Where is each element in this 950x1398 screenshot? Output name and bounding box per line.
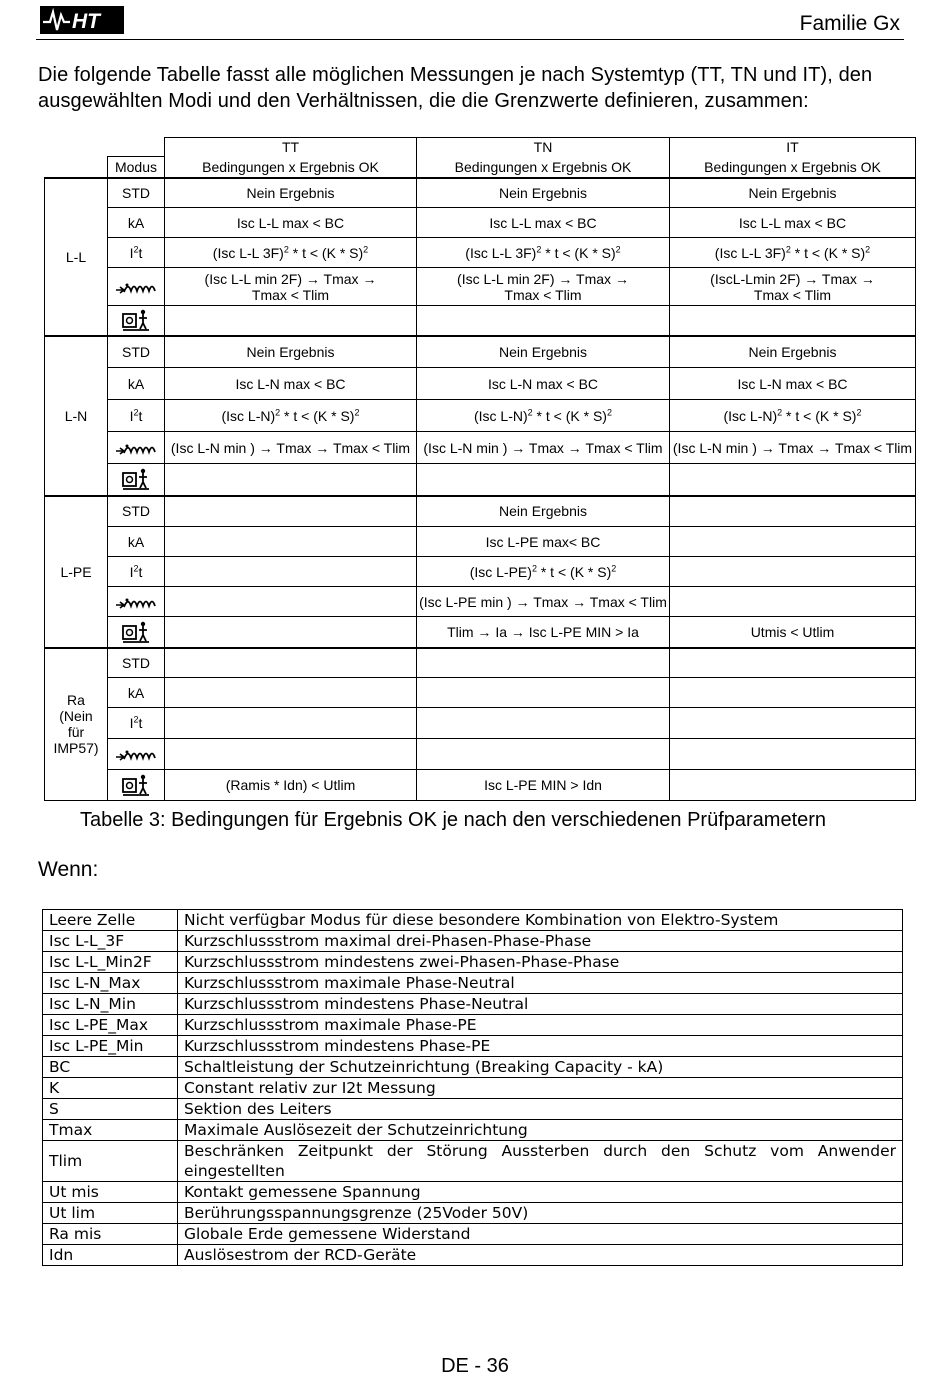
legend-term: Ut lim [43, 1203, 178, 1224]
trip-curve-icon [110, 745, 162, 763]
condition-cell: (Isc L-N)$^2$ * t < (K * S)$^2$ [670, 400, 916, 432]
condition-cell: (Isc L-N min ) → Tmax → Tmax < Tlim [417, 432, 670, 464]
legend-definition: Maximale Auslösezeit der Schutzeinrichtung [178, 1120, 903, 1141]
condition-cell: Isc L-L max < BC [417, 208, 670, 238]
legend-row [43, 1078, 903, 1099]
mode-cell [108, 739, 165, 770]
mode-cell: $I^2t$ [108, 238, 165, 268]
legend-row [43, 1099, 903, 1120]
condition-cell [417, 648, 670, 678]
legend-definition: Sektion des Leiters [178, 1099, 903, 1120]
legend-definition: Kurzschlussstrom maximale Phase-Neutral [178, 973, 903, 994]
condition-cell [417, 678, 670, 708]
condition-cell: (IscL-Lmin 2F) → Tmax → Tmax < Tlim [670, 268, 916, 306]
legend-term: Ut mis [43, 1182, 178, 1203]
condition-cell [670, 557, 916, 587]
condition-cell [670, 708, 916, 739]
legend-term: Ra mis [43, 1224, 178, 1245]
mode-cell: STD [108, 336, 165, 368]
touch-voltage-icon [110, 308, 162, 332]
table-row [45, 464, 916, 496]
condition-cell: Nein Ergebnis [417, 336, 670, 368]
condition-cell: (Isc L-N)$^2$ * t < (K * S)$^2$ [417, 400, 670, 432]
condition-cell [670, 464, 916, 496]
condition-cell: Isc L-N max < BC [670, 368, 916, 400]
mode-cell: kA [108, 527, 165, 557]
system-header-it: IT [670, 138, 916, 157]
condition-cell: (Isc L-L 3F)$^2$ * t < (K * S)$^2$ [670, 238, 916, 268]
conditions-table [44, 137, 916, 801]
mode-cell: $I^2t$ [108, 400, 165, 432]
mode-cell: STD [108, 648, 165, 678]
legend-definition: Auslösestrom der RCD-Geräte [178, 1245, 903, 1266]
legend-row [43, 931, 903, 952]
legend-definition: Kurzschlussstrom maximal drei-Phasen-Phase-Phase [178, 931, 903, 952]
touch-voltage-icon [110, 773, 162, 797]
table-row [45, 617, 916, 648]
legend-row [43, 1182, 903, 1203]
legend-definition: Kurzschlussstrom maximale Phase-PE [178, 1015, 903, 1036]
condition-cell: Isc L-L max < BC [670, 208, 916, 238]
condition-cell: Isc L-L max < BC [165, 208, 417, 238]
legend-term: Tlim [43, 1141, 178, 1182]
touch-voltage-icon [110, 620, 162, 644]
mode-cell: kA [108, 368, 165, 400]
condition-cell: (Isc L-L 3F)$^2$ * t < (K * S)$^2$ [417, 238, 670, 268]
legend-term: S [43, 1099, 178, 1120]
legend-row [43, 994, 903, 1015]
mode-cell: kA [108, 208, 165, 238]
group-label: L-N [45, 336, 108, 496]
wenn-label: Wenn: [38, 858, 99, 881]
empty-corner [45, 138, 165, 157]
ht-logo [40, 6, 124, 34]
system-header-tn: TN [417, 138, 670, 157]
mode-header: Modus [108, 157, 165, 178]
table-row [45, 368, 916, 400]
condition-cell: (Isc L-L 3F)$^2$ * t < (K * S)$^2$ [165, 238, 417, 268]
condition-header: Bedingungen x Ergebnis OK [670, 157, 916, 178]
condition-cell: Nein Ergebnis [417, 178, 670, 208]
mode-cell: STD [108, 178, 165, 208]
condition-cell: (Isc L-N min ) → Tmax → Tmax < Tlim [670, 432, 916, 464]
condition-cell [670, 739, 916, 770]
table-row [45, 268, 916, 306]
legend-term: Isc L-L_3F [43, 931, 178, 952]
legend-row [43, 1057, 903, 1078]
condition-cell [417, 739, 670, 770]
mode-cell [108, 587, 165, 617]
condition-header: Bedingungen x Ergebnis OK [417, 157, 670, 178]
table-row [45, 178, 916, 208]
table-row [45, 587, 916, 617]
condition-cell [670, 770, 916, 801]
trip-curve-icon [110, 439, 162, 457]
condition-header: Bedingungen x Ergebnis OK [165, 157, 417, 178]
trip-curve-icon [110, 278, 162, 296]
condition-cell: Isc L-PE MIN > Idn [417, 770, 670, 801]
table-row [45, 648, 916, 678]
legend-row [43, 1036, 903, 1057]
mode-cell [108, 617, 165, 648]
condition-cell: Nein Ergebnis [165, 178, 417, 208]
condition-cell [670, 496, 916, 527]
trip-curve-icon [110, 593, 162, 611]
table-row [45, 336, 916, 368]
legend-row [43, 973, 903, 994]
legend-term: K [43, 1078, 178, 1099]
table-row [45, 496, 916, 527]
condition-cell [165, 648, 417, 678]
mode-cell: $I^2t$ [108, 557, 165, 587]
table-row [45, 770, 916, 801]
mode-cell: kA [108, 678, 165, 708]
legend-definition: Nicht verfügbar Modus für diese besondere Kombination von Elektro-System [178, 910, 903, 931]
condition-cell [670, 527, 916, 557]
condition-cell: Isc L-N max < BC [417, 368, 670, 400]
legend-definition: Berührungsspannungsgrenze (25Voder 50V) [178, 1203, 903, 1224]
mode-cell [108, 306, 165, 336]
group-label: L-L [45, 178, 108, 336]
condition-cell: Nein Ergebnis [670, 336, 916, 368]
header-row-systems [45, 138, 916, 157]
table-row [45, 400, 916, 432]
condition-cell: (Isc L-N min ) → Tmax → Tmax < Tlim [165, 432, 417, 464]
legend-row [43, 1203, 903, 1224]
legend-row [43, 1120, 903, 1141]
table-row [45, 708, 916, 739]
condition-cell [670, 306, 916, 336]
system-header-tt: TT [165, 138, 417, 157]
legend-row [43, 1224, 903, 1245]
legend-term: Isc L-PE_Max [43, 1015, 178, 1036]
condition-cell: Isc L-N max < BC [165, 368, 417, 400]
legend-term: BC [43, 1057, 178, 1078]
legend-row [43, 952, 903, 973]
legend-term: Leere Zelle [43, 910, 178, 931]
mode-cell [108, 770, 165, 801]
condition-cell [165, 708, 417, 739]
legend-definition: Kurzschlussstrom mindestens zwei-Phasen-Phase-Phase [178, 952, 903, 973]
table-row [45, 557, 916, 587]
condition-cell: Nein Ergebnis [417, 496, 670, 527]
condition-cell [670, 678, 916, 708]
condition-cell: Nein Ergebnis [670, 178, 916, 208]
legend-row [43, 910, 903, 931]
legend-row [43, 1245, 903, 1266]
legend-definition: Beschränken Zeitpunkt der Störung Aussterben durch den Schutz vom Anwender eingestellten [178, 1141, 903, 1182]
empty-corner [45, 157, 108, 178]
condition-cell: (Isc L-PE)$^2$ * t < (K * S)$^2$ [417, 557, 670, 587]
condition-cell: Nein Ergebnis [165, 336, 417, 368]
condition-cell [165, 587, 417, 617]
group-label: Ra (Nein für IMP57) [45, 648, 108, 801]
logo-text: HT [72, 10, 100, 33]
table-row [45, 739, 916, 770]
condition-cell [165, 739, 417, 770]
condition-cell [165, 496, 417, 527]
document-title: Familie Gx [799, 12, 900, 35]
legend-row [43, 1015, 903, 1036]
legend-term: Isc L-L_Min2F [43, 952, 178, 973]
legend-definition: Schaltleistung der Schutzeinrichtung (Breaking Capacity - kA) [178, 1057, 903, 1078]
table-row [45, 527, 916, 557]
table-row [45, 238, 916, 268]
condition-cell: (Isc L-L min 2F) → Tmax → Tmax < Tlim [165, 268, 417, 306]
condition-cell [165, 557, 417, 587]
table-row [45, 678, 916, 708]
condition-cell: Isc L-PE max< BC [417, 527, 670, 557]
condition-cell: (Isc L-N)$^2$ * t < (K * S)$^2$ [165, 400, 417, 432]
condition-cell [165, 678, 417, 708]
mode-cell [108, 432, 165, 464]
condition-cell: Utmis < Utlim [670, 617, 916, 648]
legend-row [43, 1141, 903, 1182]
table-row [45, 432, 916, 464]
intro-paragraph: Die folgende Tabelle fasst alle möglichen Messungen je nach Systemtyp (TT, TN und IT), den ausgewählten Modi und den Verhältnissen, die die Grenzwerte definieren, zusammen: [38, 64, 873, 112]
condition-cell: (Isc L-PE min ) → Tmax → Tmax < Tlim [417, 587, 670, 617]
condition-cell: Tlim → Ia → Isc L-PE MIN > Ia [417, 617, 670, 648]
table-row [45, 306, 916, 336]
mode-cell: $I^2t$ [108, 708, 165, 739]
legend-definition: Globale Erde gemessene Widerstand [178, 1224, 903, 1245]
condition-cell [165, 617, 417, 648]
condition-cell: (Isc L-L min 2F) → Tmax → Tmax < Tlim [417, 268, 670, 306]
legend-term: Idn [43, 1245, 178, 1266]
legend-term: Isc L-PE_Min [43, 1036, 178, 1057]
legend-term: Isc L-N_Max [43, 973, 178, 994]
legend-definition: Kurzschlussstrom mindestens Phase-Neutral [178, 994, 903, 1015]
legend-definition: Kurzschlussstrom mindestens Phase-PE [178, 1036, 903, 1057]
mode-cell [108, 464, 165, 496]
table-caption: Tabelle 3: Bedingungen für Ergebnis OK je nach den verschiedenen Prüfparametern [80, 809, 827, 831]
group-label: L-PE [45, 496, 108, 648]
condition-cell [670, 587, 916, 617]
legend-definition: Constant relativ zur I2t Messung [178, 1078, 903, 1099]
condition-cell: (Ramis * Idn) < Utlim [165, 770, 417, 801]
page-number: DE - 36 [441, 1355, 509, 1377]
mode-cell [108, 268, 165, 306]
legend-table [42, 909, 903, 1266]
condition-cell [417, 708, 670, 739]
condition-cell [417, 306, 670, 336]
touch-voltage-icon [110, 467, 162, 491]
condition-cell [670, 648, 916, 678]
condition-cell [165, 306, 417, 336]
condition-cell [165, 464, 417, 496]
legend-definition: Kontakt gemessene Spannung [178, 1182, 903, 1203]
mode-cell: STD [108, 496, 165, 527]
legend-term: Tmax [43, 1120, 178, 1141]
legend-term: Isc L-N_Min [43, 994, 178, 1015]
condition-cell [417, 464, 670, 496]
header-row-conditions [45, 157, 916, 178]
header-rule [36, 39, 904, 40]
table-row [45, 208, 916, 238]
condition-cell [165, 527, 417, 557]
